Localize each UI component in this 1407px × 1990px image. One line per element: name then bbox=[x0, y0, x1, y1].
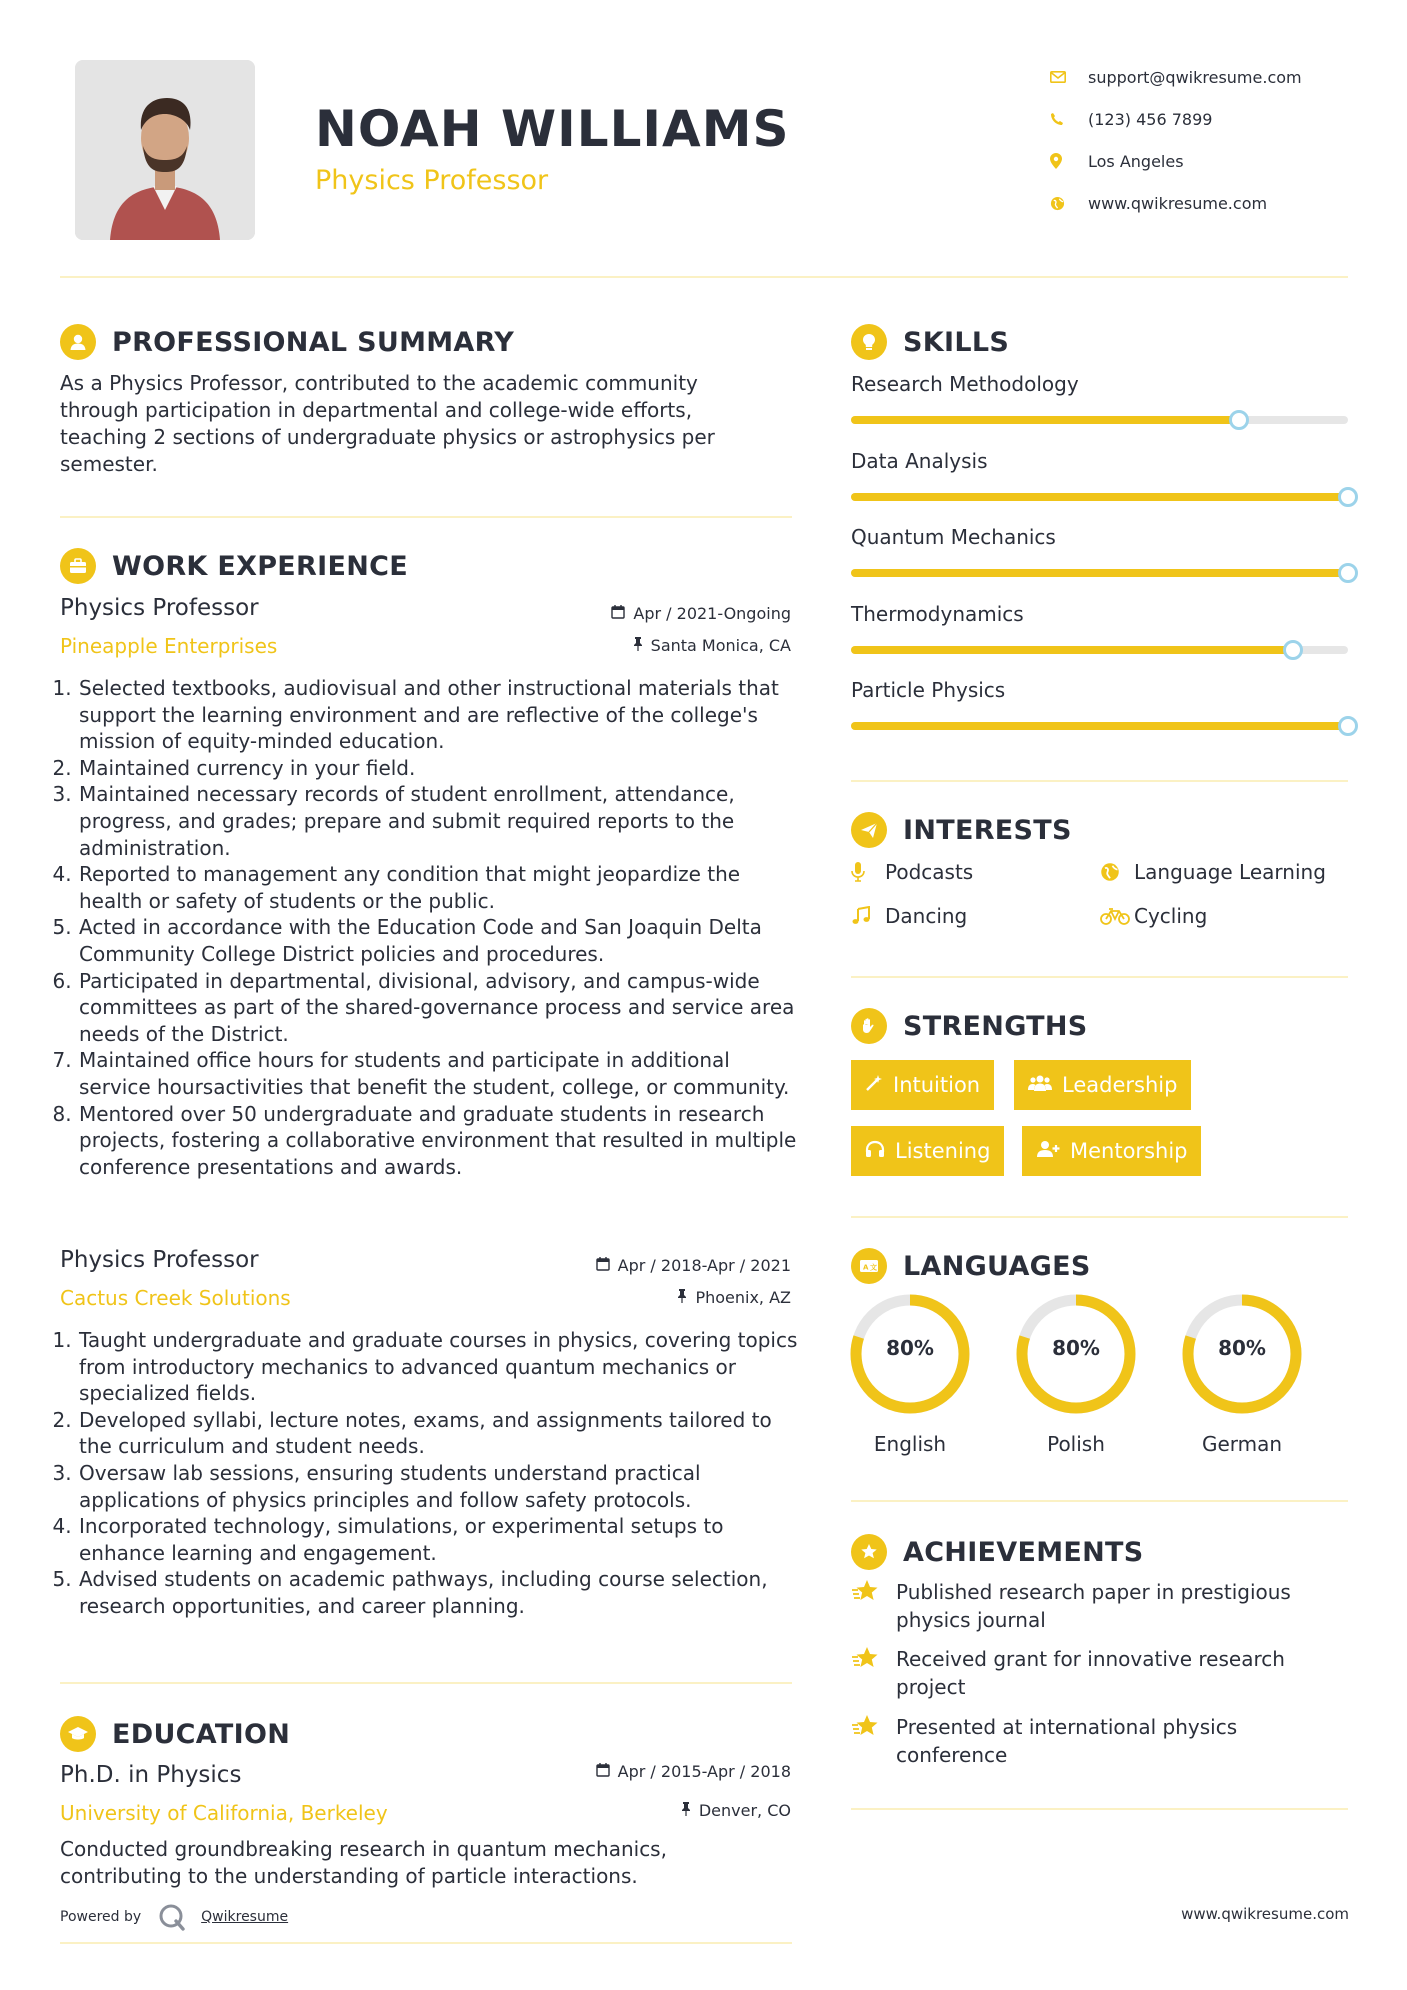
job-2-dates-text: Apr / 2018-Apr / 2021 bbox=[617, 1256, 791, 1275]
job-1-dates bbox=[611, 604, 791, 623]
list-item: 4. Reported to management any condition that might jeopardize the health or safety of students or the public. bbox=[78, 861, 800, 914]
list-item: 1. Selected textbooks, audiovisual and other instructional materials that support the learning environment and are reflective of the college's mission of equity-minded education. bbox=[78, 675, 800, 755]
skills-title-text: SKILLS bbox=[903, 326, 1010, 358]
skill-bar-track bbox=[851, 569, 1348, 577]
strength-label: Intuition bbox=[893, 1073, 981, 1097]
interests-section-title bbox=[851, 812, 1072, 848]
pushpin-icon bbox=[677, 1289, 687, 1307]
language-name: German bbox=[1201, 1432, 1283, 1456]
interest-label: Dancing bbox=[885, 904, 968, 928]
interest-cycling bbox=[1100, 904, 1207, 928]
interests-title-text: INTERESTS bbox=[903, 814, 1072, 846]
skill-bar-fill bbox=[851, 416, 1239, 424]
achievement-text: Presented at international physics conference bbox=[896, 1715, 1238, 1767]
skill-label: Research Methodology bbox=[851, 372, 1079, 396]
language-icon bbox=[851, 1248, 887, 1284]
achievement-item bbox=[851, 1578, 1331, 1634]
star-icon bbox=[851, 1578, 896, 1634]
achievement-text: Published research paper in prestigious physics journal bbox=[896, 1580, 1291, 1632]
language-item bbox=[848, 1292, 972, 1456]
languages-title-text: LANGUAGES bbox=[903, 1250, 1091, 1282]
education-location bbox=[681, 1801, 791, 1820]
music-note-icon bbox=[851, 906, 885, 926]
skill-bar-fill bbox=[851, 569, 1348, 577]
achievement-item bbox=[851, 1713, 1331, 1769]
skill-bar-fill bbox=[851, 646, 1293, 654]
achievements-title-text: ACHIEVEMENTS bbox=[903, 1536, 1144, 1568]
job-1-location-text: Santa Monica, CA bbox=[650, 636, 791, 655]
strengths-section-title bbox=[851, 1008, 1088, 1044]
qwikresume-logo-icon bbox=[157, 1902, 187, 1932]
interest-dancing bbox=[851, 904, 967, 928]
briefcase-icon bbox=[60, 548, 96, 584]
achievement-item bbox=[851, 1645, 1331, 1701]
education-title-text: EDUCATION bbox=[112, 1718, 291, 1750]
bicycle-icon bbox=[1100, 907, 1134, 925]
list-item: 7. Maintained office hours for students and participate in additional service hoursactivities that benefit the student, college, or community. bbox=[78, 1047, 800, 1100]
person-avatar-icon bbox=[75, 60, 255, 240]
skill-bar-track bbox=[851, 416, 1348, 424]
skill-slider-knob bbox=[1283, 640, 1303, 660]
profile-photo bbox=[75, 60, 255, 240]
footer-url[interactable]: www.qwikresume.com bbox=[1181, 1905, 1349, 1923]
skill-slider-knob bbox=[1338, 563, 1358, 583]
star-icon bbox=[851, 1645, 896, 1701]
list-item: 4. Incorporated technology, simulations, or experimental setups to enhance learning and engagement. bbox=[78, 1513, 800, 1566]
achievements-section-title bbox=[851, 1534, 1144, 1570]
job-2-bullets bbox=[60, 1327, 800, 1620]
header-divider bbox=[60, 276, 1348, 278]
languages-divider bbox=[851, 1500, 1348, 1502]
language-item bbox=[1014, 1292, 1138, 1456]
language-name: English bbox=[873, 1432, 947, 1456]
education-divider bbox=[60, 1942, 792, 1944]
contact-website[interactable] bbox=[1050, 182, 1380, 224]
svg-text:A: A bbox=[863, 1263, 869, 1272]
language-name: Polish bbox=[1047, 1432, 1105, 1456]
contact-location-text: Los Angeles bbox=[1088, 151, 1184, 171]
job-2-location bbox=[677, 1288, 791, 1307]
envelope-icon bbox=[1050, 71, 1088, 83]
list-item: 6. Participated in departmental, divisional, advisory, and campus-wide committees as part of the shared-governance process and service area needs of the District. bbox=[78, 968, 800, 1048]
skill-slider-knob bbox=[1338, 487, 1358, 507]
list-item: 5. Acted in accordance with the Education Code and San Joaquin Delta Community College District policies and procedures. bbox=[78, 914, 800, 967]
skill-bar-track bbox=[851, 722, 1348, 730]
job-2-company: Cactus Creek Solutions bbox=[60, 1286, 291, 1310]
interest-label: Podcasts bbox=[885, 860, 974, 884]
education-section-title bbox=[60, 1716, 290, 1752]
candidate-role: Physics Professor bbox=[315, 165, 549, 196]
list-item: 2. Maintained currency in your field. bbox=[78, 755, 800, 782]
globe-icon bbox=[1050, 196, 1088, 211]
summary-section-title bbox=[60, 324, 514, 360]
summary-title-text: PROFESSIONAL SUMMARY bbox=[112, 326, 515, 358]
education-school: University of California, Berkeley bbox=[60, 1801, 388, 1825]
language-percent: 80% bbox=[1052, 1336, 1100, 1360]
contact-location bbox=[1050, 140, 1380, 182]
language-percent: 80% bbox=[886, 1336, 934, 1360]
phone-icon bbox=[1050, 112, 1088, 126]
skill-bar-fill bbox=[851, 722, 1348, 730]
summary-divider bbox=[60, 516, 792, 518]
language-item bbox=[1180, 1292, 1304, 1456]
interest-label: Cycling bbox=[1134, 904, 1208, 928]
education-location-text: Denver, CO bbox=[698, 1801, 791, 1820]
skill-label: Quantum Mechanics bbox=[851, 525, 1056, 549]
languages-section-title bbox=[851, 1248, 1091, 1284]
interest-label: Language Learning bbox=[1134, 860, 1326, 884]
strength-chip-leadership bbox=[1014, 1060, 1191, 1110]
magic-wand-icon bbox=[865, 1074, 883, 1097]
pushpin-icon bbox=[633, 637, 643, 655]
powered-by-text: Powered by bbox=[60, 1909, 142, 1925]
calendar-icon bbox=[596, 1257, 610, 1275]
strength-label: Mentorship bbox=[1070, 1139, 1188, 1163]
globe-icon bbox=[1100, 862, 1134, 882]
summary-text: As a Physics Professor, contributed to the academic community through participation in departmental and college-wide efforts, teaching 2 sections of undergraduate physics or astrophysics per semester. bbox=[60, 371, 715, 476]
job-1-dates-text: Apr / 2021-Ongoing bbox=[633, 604, 791, 623]
calendar-icon bbox=[596, 1763, 610, 1781]
strengths-title-text: STRENGTHS bbox=[903, 1010, 1088, 1042]
interests-divider bbox=[851, 976, 1348, 978]
job-1-company: Pineapple Enterprises bbox=[60, 634, 278, 658]
education-degree: Ph.D. in Physics bbox=[60, 1762, 242, 1788]
skill-bar-track bbox=[851, 493, 1348, 501]
job-1-bullets bbox=[60, 675, 800, 1180]
map-pin-icon bbox=[1050, 153, 1088, 169]
qwikresume-link[interactable]: Qwikresume bbox=[201, 1909, 289, 1925]
candidate-name: NOAH WILLIAMS bbox=[315, 100, 790, 158]
job-2-location-text: Phoenix, AZ bbox=[695, 1288, 791, 1307]
list-item: 3. Oversaw lab sessions, ensuring students understand practical applications of physics principles and follow safety protocols. bbox=[78, 1460, 800, 1513]
calendar-icon bbox=[611, 605, 625, 623]
skill-slider-knob bbox=[1229, 410, 1249, 430]
achievement-text: Received grant for innovative research project bbox=[896, 1647, 1285, 1699]
skills-divider bbox=[851, 780, 1348, 782]
strength-chip-mentorship bbox=[1022, 1126, 1201, 1176]
list-item: 3. Maintained necessary records of student enrollment, attendance, progress, and grades; prepare and submit required reports to the administration. bbox=[78, 781, 800, 861]
user-plus-icon bbox=[1036, 1140, 1060, 1163]
skill-bar-fill bbox=[851, 493, 1348, 501]
pushpin-icon bbox=[681, 1802, 691, 1820]
powered-by bbox=[60, 1902, 288, 1932]
skill-label: Data Analysis bbox=[851, 448, 988, 473]
paper-plane-icon bbox=[851, 812, 887, 848]
language-percent: 80% bbox=[1218, 1336, 1266, 1360]
strength-label: Listening bbox=[895, 1139, 991, 1163]
work-divider bbox=[60, 1682, 792, 1684]
microphone-icon bbox=[851, 862, 885, 882]
job-2-title: Physics Professor bbox=[60, 1247, 259, 1273]
strengths-divider bbox=[851, 1216, 1348, 1218]
list-item: 5. Advised students on academic pathways, including course selection, research opportunities, and career planning. bbox=[78, 1566, 800, 1619]
strength-chip-intuition bbox=[851, 1060, 994, 1110]
strength-label: Leadership bbox=[1062, 1073, 1178, 1097]
contact-phone[interactable] bbox=[1050, 98, 1380, 140]
job-2-dates bbox=[596, 1256, 791, 1275]
contact-email-text: support@qwikresume.com bbox=[1088, 67, 1302, 87]
work-title-text: WORK EXPERIENCE bbox=[112, 550, 408, 582]
achievements-divider bbox=[851, 1808, 1348, 1810]
lightbulb-icon bbox=[851, 324, 887, 360]
contact-list bbox=[1050, 56, 1380, 224]
headphones-icon bbox=[865, 1140, 885, 1163]
contact-phone-text: (123) 456 7899 bbox=[1088, 109, 1213, 129]
list-item: 2. Developed syllabi, lecture notes, exams, and assignments tailored to the curriculum and student needs. bbox=[78, 1407, 800, 1460]
skill-label: Thermodynamics bbox=[851, 601, 1024, 626]
education-dates-text: Apr / 2015-Apr / 2018 bbox=[617, 1762, 791, 1781]
list-item: 1. Taught undergraduate and graduate courses in physics, covering topics from introductory mechanics to advanced quantum mechanics or specialized fields. bbox=[78, 1327, 800, 1407]
graduation-cap-icon bbox=[60, 1716, 96, 1752]
users-icon bbox=[1028, 1074, 1052, 1097]
interest-language-learning bbox=[1100, 860, 1326, 884]
skill-label: Particle Physics bbox=[851, 678, 1006, 702]
star-icon bbox=[851, 1713, 896, 1769]
user-icon bbox=[60, 324, 96, 360]
education-dates bbox=[596, 1762, 791, 1781]
contact-email[interactable] bbox=[1050, 56, 1380, 98]
svg-text:文: 文 bbox=[870, 1263, 878, 1272]
star-badge-icon bbox=[851, 1534, 887, 1570]
work-section-title bbox=[60, 548, 408, 584]
hand-icon bbox=[851, 1008, 887, 1044]
list-item: 8. Mentored over 50 undergraduate and graduate students in research projects, fostering a collaborative environment that resulted in multiple conference presentations and awards. bbox=[78, 1101, 800, 1181]
interest-podcasts bbox=[851, 860, 973, 884]
skill-bar-track bbox=[851, 646, 1348, 654]
skill-slider-knob bbox=[1338, 716, 1358, 736]
contact-website-text: www.qwikresume.com bbox=[1088, 193, 1268, 213]
job-1-location bbox=[633, 636, 791, 655]
skills-section-title bbox=[851, 324, 1009, 360]
strength-chip-listening bbox=[851, 1126, 1004, 1176]
education-text: Conducted groundbreaking research in quantum mechanics, contributing to the understanding of particle interactions. bbox=[60, 1837, 667, 1888]
job-1-title: Physics Professor bbox=[60, 595, 259, 621]
